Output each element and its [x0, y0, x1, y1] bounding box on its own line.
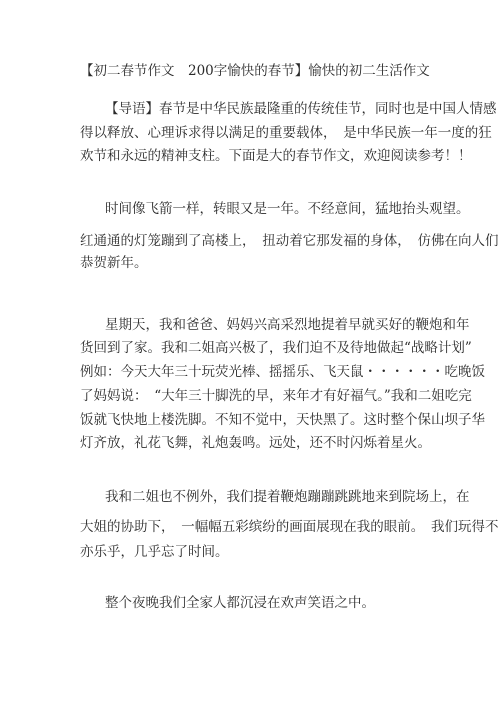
paragraph-line: 饭就飞快地上楼洗脚。不知不觉中，天快黑了。这时整个保山坝子华 — [80, 412, 485, 428]
paragraph-line: 我和二姐也不例外，我们提着鞭炮蹦蹦跳跳地来到院场上，在 — [105, 489, 470, 505]
paragraph-line: 亦乐乎，几乎忘了时间。 — [80, 544, 229, 560]
paragraph-line: 星期天，我和爸爸、妈妈兴高采烈地提着早就买好的鞭炮和年 — [105, 317, 470, 333]
paragraph-line: 例如：今天大年三十玩荧光棒、摇摇乐、飞天鼠・・・・・・吃晚饭 — [80, 364, 485, 380]
paragraph-line: 恭贺新年。 — [80, 255, 148, 271]
paragraph-line: 大姐的协助下， 一幅幅五彩缤纷的画面展现在我的眼前。 我们玩得不 — [80, 519, 499, 535]
intro-line: 【导语】春节是中华民族最隆重的传统佳节，同时也是中国人情感 — [105, 101, 497, 117]
paragraph-line: 红通通的灯笼蹦到了高楼上， 扭动着它那发福的身体， 仿佛在向人们 — [80, 233, 499, 249]
document-title: 【初二春节作文 200字愉快的春节】愉快的初二生活作文 — [80, 63, 430, 79]
paragraph-line: 灯齐放，礼花飞舞，礼炮轰鸣。远处，还不时闪烁着星火。 — [80, 435, 431, 451]
paragraph-line: 整个夜晚我们全家人都沉浸在欢声笑语之中。 — [105, 595, 375, 611]
paragraph-line: 了妈妈说： “大年三十脚洗的早，来年才有好福气。”我和二姐吃完 — [80, 388, 472, 404]
intro-line: 欢节和永远的精神支柱。下面是大的春节作文，欢迎阅读参考！！ — [80, 148, 472, 164]
paragraph-line: 时间像飞箭一样，转眼又是一年。不经意间，猛地抬头观望。 — [105, 201, 470, 217]
paragraph-line: 货回到了家。我和二姐高兴极了，我们迫不及待地做起“战略计划” — [80, 340, 472, 356]
intro-line: 得以释放、心理诉求得以满足的重要载体， 是中华民族一年一度的狂 — [80, 125, 492, 141]
